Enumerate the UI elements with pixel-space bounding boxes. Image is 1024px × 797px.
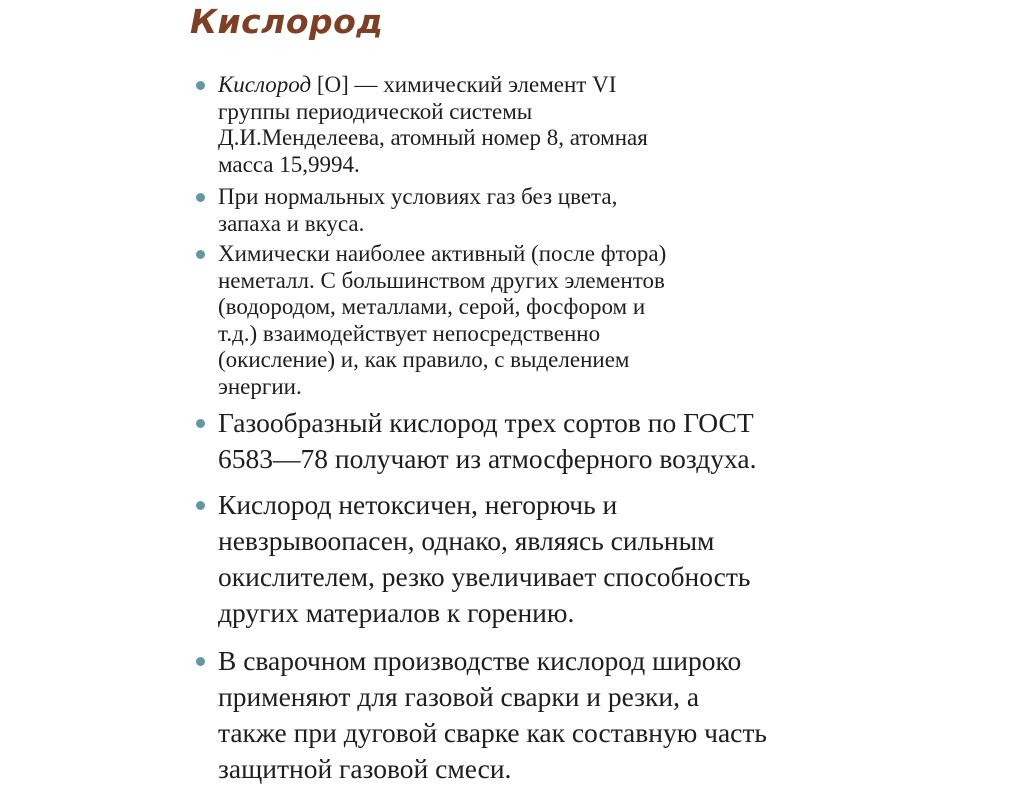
bullet-line: т.д.) взаимодействует непосредственно xyxy=(218,320,601,346)
bullet-dot-icon xyxy=(196,250,205,259)
bullet-line: При нормальных условиях газ без цвета, xyxy=(218,184,618,209)
bullet-line: Газообразный кислород трех сортов по ГОСТ xyxy=(218,407,754,438)
bullet-line: применяют для газовой сварки и резки, а xyxy=(218,681,700,712)
bullet-line: (окисление) и, как правило, с выделением xyxy=(218,347,630,372)
bullet-line: других материалов к горению. xyxy=(218,597,575,628)
bullet-item-definition xyxy=(190,72,820,178)
bullet-line: 6583—78 получают из атмосферного воздуха. xyxy=(218,443,757,474)
bullet-line: группы периодической системы xyxy=(218,98,533,124)
bullet-line: также при дуговой сварке как составную часть xyxy=(218,717,767,748)
bullet-line: запаха и вкуса. xyxy=(218,210,365,236)
bullet-dot-icon xyxy=(196,81,205,90)
bullet-line: защитной газовой смеси. xyxy=(218,753,512,784)
bullet-line: энергии. xyxy=(218,373,302,399)
slide-title: Кислород xyxy=(190,2,384,41)
bullet-dot-icon xyxy=(196,193,205,202)
bullet-item-gost xyxy=(190,405,820,477)
bullet-item-reactivity xyxy=(190,241,820,400)
bullet-line: В сварочном производстве кислород широко xyxy=(218,645,742,676)
bullet-line: Д.И.Менделеева, атомный номер 8, атомная xyxy=(218,125,648,150)
bullet-item-welding xyxy=(190,643,820,787)
bullet-line: масса 15,9994. xyxy=(218,151,360,177)
bullet-line: невзрывоопасен, однако, являясь сильным xyxy=(218,525,715,556)
bullet-dot-icon xyxy=(196,419,205,428)
bullet-dot-icon xyxy=(196,501,205,510)
bullet-item-properties xyxy=(190,184,820,237)
bullet-line: неметалл. С большинством других элементов xyxy=(218,267,665,293)
bullet-line: окислителем, резко увеличивает способность xyxy=(218,561,751,592)
bullet-line: Химически наиболее активный (после фтора) xyxy=(218,241,667,266)
bullet-text: [O] — химический элемент VI xyxy=(311,72,617,97)
bullet-line: Кислород нетоксичен, негорючь и xyxy=(218,489,618,520)
bullet-list xyxy=(190,72,820,797)
term-oxygen: Кислород xyxy=(218,72,312,97)
bullet-line xyxy=(218,72,820,99)
bullet-dot-icon xyxy=(196,657,205,666)
bullet-item-safety xyxy=(190,487,820,631)
bullet-line: (водородом, металлами, серой, фосфором и xyxy=(218,294,646,319)
